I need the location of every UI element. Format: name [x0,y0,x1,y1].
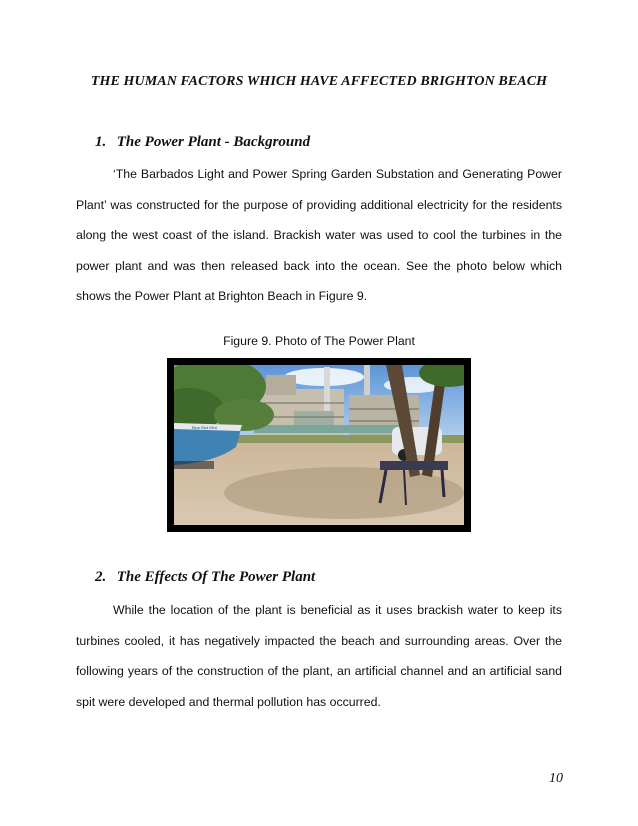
power-plant-photo [167,358,471,532]
boat-name-text: Blue Bird Mini [192,425,217,430]
section-heading-text: The Effects Of The Power Plant [116,569,316,585]
section-heading-power-plant-background [95,134,310,151]
power-plant-photo-image [174,365,464,525]
document-title: THE HUMAN FACTORS WHICH HAVE AFFECTED BRIGHTON BEACH [90,74,548,89]
page-number: 10 [549,771,563,786]
paragraph-background: ‘The Barbados Light and Power Spring Garden Substation and Generating Power Plant’ was constructed for the purpose of providing additional electricity for the residents along the west coast of the island. Brackish water was used to cool the turbines in the power plant and was then released back into the ocean. See the photo below which shows the Power Plant at Brighton Beach in Figure 9. [76,167,562,303]
section-number: 1. [95,134,107,150]
section-number: 2. [95,569,107,585]
paragraph-effects: While the location of the plant is beneficial as it uses brackish water to keep its turbines cooled, it has negatively impacted the beach and surrounding areas. Over the following years of the construction of the plant, an artificial channel and an artificial sand spit were developed and thermal pollution has occurred. [76,603,562,709]
figure-caption: Figure 9. Photo of The Power Plant [223,334,415,348]
section-heading-effects-of-power-plant [95,569,315,586]
section-heading-text: The Power Plant - Background [116,134,311,150]
